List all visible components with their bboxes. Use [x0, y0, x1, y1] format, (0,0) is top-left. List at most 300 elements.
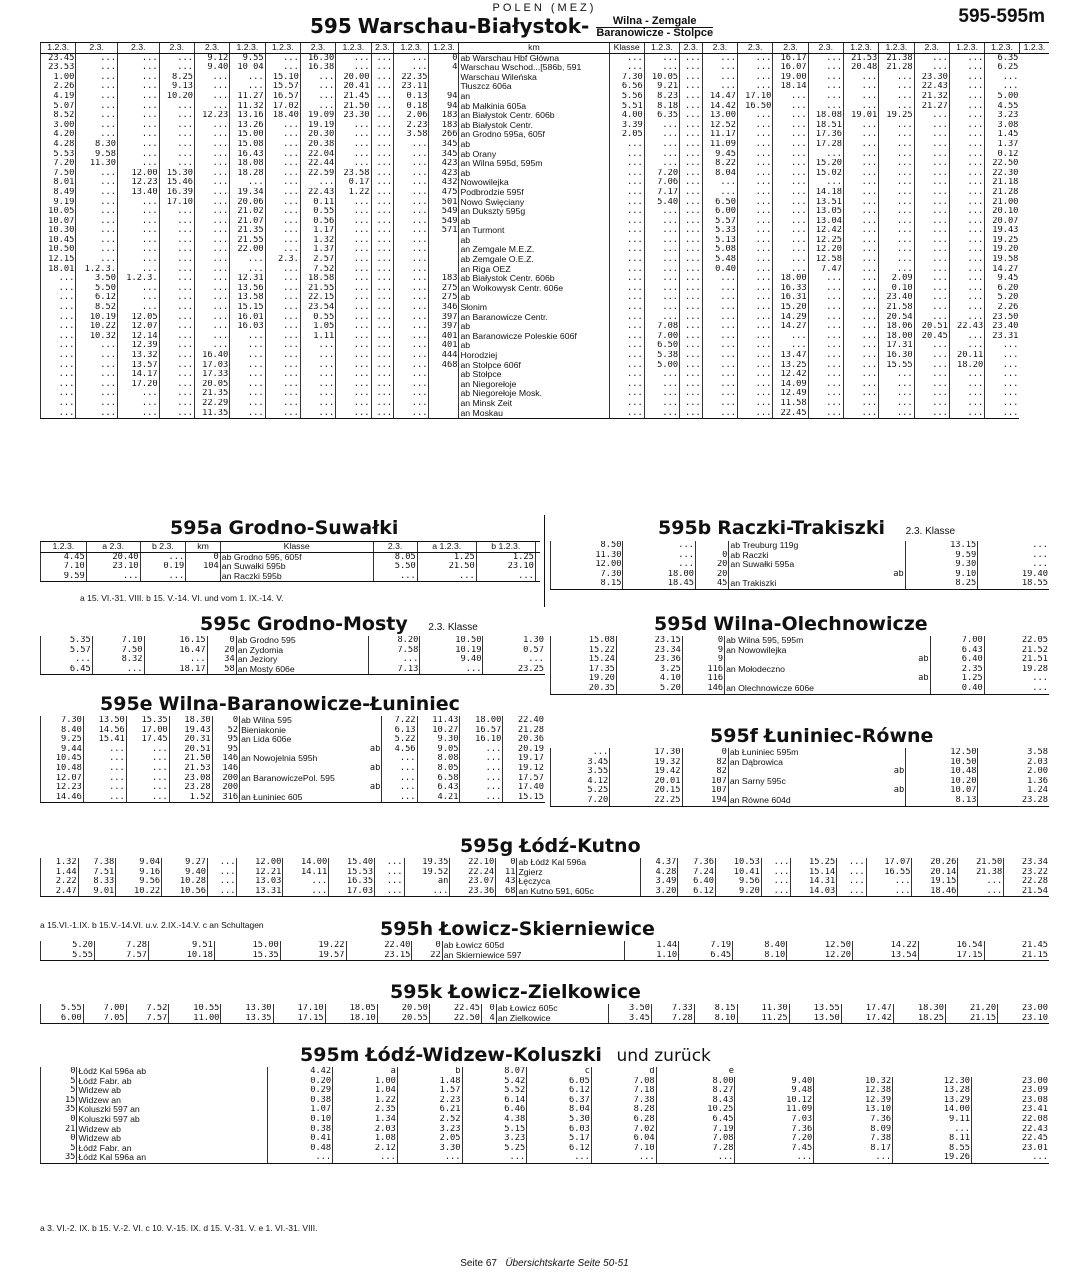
- table-cell: ...: [76, 53, 118, 63]
- table-cell: ...: [194, 140, 229, 150]
- table-cell: 0: [412, 941, 442, 951]
- table-cell: 14.47: [702, 92, 737, 102]
- table-cell: ...: [773, 188, 808, 198]
- table-cell: ...: [371, 361, 394, 371]
- table-cell: 6.35: [985, 53, 1020, 63]
- table-cell: 19.32: [610, 758, 682, 768]
- table-cell: 5.08: [702, 245, 737, 255]
- table-cell: ...: [808, 274, 843, 284]
- table-cell: ...: [914, 303, 949, 313]
- table-cell: 21.55: [230, 236, 265, 246]
- table-cell: ...: [738, 380, 773, 390]
- table-cell: 19.20: [551, 674, 617, 684]
- table-cell: ...: [985, 389, 1020, 399]
- table-cell: ...: [336, 245, 371, 255]
- table-cell: ...: [949, 73, 984, 83]
- table-cell: ...: [773, 111, 808, 121]
- table-cell: ...: [738, 63, 773, 73]
- table-cell: ...: [265, 63, 300, 73]
- table-cell: ...: [808, 82, 843, 92]
- page-number: Seite 67: [460, 1258, 497, 1269]
- table-cell: 20.05: [194, 380, 229, 390]
- table-cell: an Niegorełoje: [459, 380, 609, 390]
- table-cell: 7.36: [735, 1125, 814, 1135]
- table-cell: ...: [680, 63, 703, 73]
- table-cell: 22.28: [1004, 877, 1049, 887]
- table-cell: 6.45: [41, 665, 93, 675]
- table-cell: 346: [429, 303, 459, 313]
- table-cell: ...: [914, 63, 949, 73]
- table-cell: 23.31: [985, 332, 1020, 342]
- table-row: [41, 188, 1050, 198]
- table-cell: 9.21: [644, 82, 679, 92]
- table-cell: 16.10: [460, 735, 503, 745]
- table-cell: ...: [76, 178, 118, 188]
- table-cell: ...: [773, 198, 808, 208]
- table-cell: 2.12: [333, 1144, 398, 1154]
- table-cell: ...: [738, 226, 773, 236]
- table-cell: 444: [429, 351, 459, 361]
- table-cell: ...: [843, 313, 878, 323]
- table-cell: ...: [738, 322, 773, 332]
- table-cell: ...: [117, 255, 159, 265]
- table-cell: ...: [609, 178, 644, 188]
- table-cell: ...: [265, 226, 300, 236]
- table-cell: 16.57: [460, 726, 503, 736]
- table-cell: 9.45: [702, 150, 737, 160]
- table-cell: 10.32: [76, 332, 118, 342]
- table-cell: 21.28: [879, 63, 914, 73]
- table-cell: ...: [843, 207, 878, 217]
- table-cell: ...: [371, 111, 394, 121]
- table-cell: 0.18: [394, 102, 429, 112]
- table-cell: ...: [159, 409, 194, 419]
- table-cell: 12.00: [117, 169, 159, 179]
- table-row: [41, 877, 1050, 887]
- table-cell: ...: [949, 245, 984, 255]
- table-cell: ...: [76, 409, 118, 419]
- table-cell: ...: [265, 207, 300, 217]
- table-cell: ...: [336, 140, 371, 150]
- table-cell: ...: [194, 169, 229, 179]
- table-cell: 107: [682, 786, 728, 796]
- table-cell: 7.20: [41, 159, 76, 169]
- table-cell: 19.43: [169, 726, 212, 736]
- table-cell: ...: [265, 293, 300, 303]
- table-cell: ...: [949, 140, 984, 150]
- table-cell: 8.05: [373, 552, 417, 562]
- table-cell: 21.28: [985, 188, 1020, 198]
- table-cell: 23.28: [169, 783, 212, 793]
- branch-top: Wilna - Zemgale: [596, 16, 713, 28]
- table-cell: ...: [371, 102, 394, 112]
- table-cell: ...: [879, 236, 914, 246]
- table-cell: ...: [117, 399, 159, 409]
- table-cell: 6.45: [656, 1115, 735, 1125]
- table-cell: 8.43: [656, 1096, 735, 1106]
- table-cell: 18.45: [623, 579, 695, 589]
- table-cell: ...: [609, 265, 644, 275]
- table-cell: 17.07: [866, 858, 912, 868]
- table-cell: ...: [194, 217, 229, 227]
- table-cell: ...: [368, 655, 420, 665]
- table-cell: an Nowowilejka: [725, 646, 931, 656]
- table-cell: 7.08: [644, 322, 679, 332]
- section-595k-number: 595k: [390, 981, 443, 1003]
- table-cell: 82: [682, 758, 728, 768]
- table-cell: 21.32: [914, 92, 949, 102]
- table-cell: 17.47: [841, 1004, 893, 1014]
- table-cell: 22.35: [394, 73, 429, 83]
- table-cell: 8.25: [159, 73, 194, 83]
- table-cell: ...: [76, 188, 118, 198]
- table-cell: ...: [949, 159, 984, 169]
- table-cell: 19.12: [503, 764, 545, 774]
- table-cell: 12.52: [702, 121, 737, 131]
- table-cell: ...: [460, 793, 503, 803]
- table-cell: ...: [680, 332, 703, 342]
- table-cell: 8.28: [591, 1105, 656, 1115]
- table-cell: ...: [394, 303, 429, 313]
- table-cell: ...: [843, 361, 878, 371]
- table-cell: ...: [394, 361, 429, 371]
- section-595-name: Warschau-Białystok-: [357, 14, 590, 38]
- table-cell: ...: [336, 380, 371, 390]
- table-cell: ...: [230, 341, 265, 351]
- table-row: [41, 1004, 1050, 1014]
- table-cell: ...: [644, 389, 679, 399]
- table-cell: 11.00: [169, 1014, 221, 1024]
- column-header: 1.2.3.: [949, 43, 984, 54]
- column-header: 2.3.: [76, 43, 118, 54]
- table-cell: [535, 572, 540, 582]
- table-cell: 7.36: [678, 858, 716, 868]
- table-cell: 23.30: [914, 73, 949, 83]
- table-cell: ...: [914, 284, 949, 294]
- table-row: [41, 774, 546, 784]
- table-cell: 21.50: [336, 102, 371, 112]
- table-cell: 23.00: [998, 1004, 1049, 1014]
- table-cell: ...: [194, 313, 229, 323]
- table-cell: 7.38: [591, 1096, 656, 1106]
- column-header: a 1.2.3.: [417, 542, 476, 553]
- table-cell: ...: [609, 53, 644, 63]
- table-cell: 9.16: [116, 868, 162, 878]
- table-row: [41, 754, 546, 764]
- table-cell: ...: [394, 265, 429, 275]
- table-cell: 9.59: [905, 551, 977, 561]
- table-cell: 6.25: [985, 63, 1020, 73]
- table-cell: 13.03: [237, 877, 283, 887]
- table-cell: ...: [680, 284, 703, 294]
- table-cell: 21.45: [984, 941, 1049, 951]
- table-cell: ...: [159, 226, 194, 236]
- table-cell: an Łuniniec 605: [240, 793, 382, 803]
- table-cell: ...: [808, 399, 843, 409]
- table-cell: 0.48: [268, 1144, 333, 1154]
- section-595m: [40, 1043, 1049, 1253]
- table-cell: ...: [914, 188, 949, 198]
- table-cell: ...: [76, 361, 118, 371]
- section-595-number: 595: [310, 14, 352, 38]
- table-cell: 13.50: [83, 716, 126, 726]
- table-cell: ...: [985, 409, 1020, 419]
- column-header: 1.2.3.: [985, 43, 1020, 54]
- table-cell: ...: [76, 63, 118, 73]
- table-cell: ...: [76, 341, 118, 351]
- table-cell: 11: [496, 868, 517, 878]
- header-row: [41, 43, 1050, 54]
- table-cell: ...: [336, 63, 371, 73]
- column-header: [535, 542, 540, 553]
- table-cell: ...: [843, 265, 878, 275]
- table-cell: 15.40: [329, 858, 375, 868]
- table-cell: 5.00: [985, 92, 1020, 102]
- table-cell: ...: [371, 198, 394, 208]
- table-cell: ...: [843, 389, 878, 399]
- table-cell: 3.58: [394, 130, 429, 140]
- table-cell: ...: [609, 409, 644, 419]
- table-cell: 2.05: [609, 130, 644, 140]
- table-cell: ...: [375, 877, 404, 887]
- table-cell: ...: [949, 274, 984, 284]
- table-cell: 4.28: [41, 140, 76, 150]
- table-cell: 21: [41, 1125, 77, 1135]
- table-cell: 15.35: [214, 951, 280, 961]
- section-595g-number: 595g: [460, 835, 514, 857]
- table-cell: ...: [194, 82, 229, 92]
- table-cell: ...: [394, 140, 429, 150]
- table-cell: ...: [644, 274, 679, 284]
- table-cell: 9.56: [116, 877, 162, 887]
- table-cell: ab Łowicz 605c: [496, 1004, 608, 1014]
- table-cell: ...: [194, 130, 229, 140]
- table-cell: ...: [680, 389, 703, 399]
- table-cell: ...: [394, 198, 429, 208]
- table-cell: ...: [879, 102, 914, 112]
- table-cell: 18.17: [144, 665, 207, 675]
- table-cell: 6.12: [527, 1086, 592, 1096]
- table-cell: ...: [371, 399, 394, 409]
- table-cell: 1.45: [985, 130, 1020, 140]
- table-cell: ...: [460, 754, 503, 764]
- table-cell: 10.27: [417, 726, 460, 736]
- table-cell: 21.52: [984, 646, 1049, 656]
- table-cell: 12.07: [117, 322, 159, 332]
- table-cell: 20.41: [336, 82, 371, 92]
- table-cell: 0.11: [300, 198, 335, 208]
- table-cell: Warschau Wileńska: [459, 73, 609, 83]
- table-cell: 15.57: [265, 82, 300, 92]
- table-cell: ...: [843, 188, 878, 198]
- table-cell: ...: [394, 332, 429, 342]
- table-cell: ...: [336, 370, 371, 380]
- table-cell: 20.31: [169, 735, 212, 745]
- table-cell: 1.36: [978, 777, 1049, 787]
- table-cell: 10.55: [169, 1004, 221, 1014]
- table-cell: [429, 399, 459, 409]
- table-cell: ...: [394, 380, 429, 390]
- section-595c-klasse: 2.3. Klasse: [428, 622, 478, 633]
- table-cell: ...: [914, 150, 949, 160]
- table-cell: 16.33: [773, 284, 808, 294]
- table-cell: ...: [680, 150, 703, 160]
- table-cell: 146: [682, 684, 724, 694]
- table-cell: ...: [159, 274, 194, 284]
- table-cell: e: [656, 1067, 735, 1077]
- table-cell: 10.41: [716, 868, 762, 878]
- table-cell: ...: [265, 265, 300, 275]
- table-cell: ...: [958, 877, 1004, 887]
- table-cell: ab Białystok Centr.: [459, 121, 609, 131]
- table-cell: ...: [680, 121, 703, 131]
- table-cell: 18.00: [460, 716, 503, 726]
- table-cell: ...: [949, 226, 984, 236]
- table-cell: 1.25: [417, 552, 476, 562]
- table-cell: ...: [394, 370, 429, 380]
- section-595c: [40, 612, 545, 692]
- table-cell: ab: [240, 745, 382, 755]
- table-cell: 9.40: [420, 655, 483, 665]
- table-cell: ...: [117, 73, 159, 83]
- table-cell: an Mołodeczno: [725, 665, 931, 675]
- table-cell: 34: [207, 655, 236, 665]
- table-cell: 13.40: [117, 188, 159, 198]
- timetable-595: [40, 42, 1049, 419]
- table-cell: 14.11: [283, 868, 329, 878]
- table-cell: 3.50: [76, 274, 118, 284]
- table-cell: ...: [644, 140, 679, 150]
- table-cell: ...: [843, 236, 878, 246]
- table-cell: 16.40: [194, 351, 229, 361]
- table-cell: 13.30: [221, 1004, 273, 1014]
- table-row: [41, 341, 1050, 351]
- table-cell: 58: [207, 665, 236, 675]
- table-cell: ab Zemgale O.E.Z.: [459, 255, 609, 265]
- table-cell: ...: [808, 92, 843, 102]
- table-cell: 9.30: [905, 560, 977, 570]
- table-cell: ...: [126, 745, 169, 755]
- table-cell: ...: [76, 226, 118, 236]
- table-cell: ...: [680, 245, 703, 255]
- table-cell: 8.25: [905, 579, 977, 589]
- section-595: [40, 10, 1049, 505]
- table-cell: 8.18: [644, 102, 679, 112]
- table-cell: ...: [644, 303, 679, 313]
- table-cell: ...: [336, 150, 371, 160]
- table-cell: ...: [336, 341, 371, 351]
- table-row: [41, 399, 1050, 409]
- section-595m-name: Łódź-Widzew-Koluszki: [365, 1044, 602, 1066]
- table-cell: ...: [117, 217, 159, 227]
- table-cell: 5.35: [41, 636, 93, 646]
- table-cell: 23.50: [985, 313, 1020, 323]
- table-cell: 23.15: [346, 951, 412, 961]
- table-cell: ...: [76, 121, 118, 131]
- table-row: [551, 674, 1050, 684]
- table-cell: 17.35: [551, 665, 617, 675]
- column-header: Klasse: [609, 43, 644, 54]
- table-cell: ...: [843, 169, 878, 179]
- table-cell: 22.44: [300, 159, 335, 169]
- table-cell: ...: [773, 121, 808, 131]
- column-header: 2.3.: [194, 43, 229, 54]
- table-cell: 8.08: [417, 754, 460, 764]
- table-cell: 20.30: [300, 130, 335, 140]
- column-header: 1.2.3.: [265, 43, 300, 54]
- table-cell: 5.55: [41, 951, 95, 961]
- table-cell: 22.04: [300, 150, 335, 160]
- table-cell: ...: [680, 361, 703, 371]
- table-cell: ...: [300, 409, 335, 419]
- table-cell: ...: [300, 389, 335, 399]
- table-cell: 12.39: [814, 1096, 893, 1106]
- table-cell: 12.30: [893, 1077, 972, 1087]
- table-cell: 5.13: [702, 236, 737, 246]
- table-cell: ...: [394, 389, 429, 399]
- table-cell: 2.57: [300, 255, 335, 265]
- table-cell: ...: [76, 351, 118, 361]
- table-cell: 14.00: [283, 858, 329, 868]
- table-row: [41, 1096, 1050, 1106]
- table-row: [41, 178, 1050, 188]
- table-cell: 275: [429, 284, 459, 294]
- table-cell: ...: [949, 207, 984, 217]
- table-cell: 16.30: [879, 351, 914, 361]
- table-cell: ...: [194, 265, 229, 275]
- table-row: [41, 941, 1050, 951]
- table-cell: 20.10: [985, 207, 1020, 217]
- table-cell: 13.00: [702, 111, 737, 121]
- table-cell: 8.00: [656, 1077, 735, 1087]
- timetable-595h: [40, 941, 1049, 961]
- table-cell: ...: [265, 198, 300, 208]
- table-cell: ...: [914, 207, 949, 217]
- table-cell: 5.56: [609, 92, 644, 102]
- table-cell: 1.30: [483, 636, 545, 646]
- table-cell: ...: [914, 399, 949, 409]
- table-cell: ...: [914, 255, 949, 265]
- table-row: [41, 745, 546, 755]
- table-cell: 23.36: [616, 655, 682, 665]
- table-cell: 17.03: [329, 887, 375, 897]
- table-cell: ...: [159, 351, 194, 361]
- table-cell: an BaranowiczePol. 595: [240, 774, 382, 784]
- column-header: 2.3.: [117, 43, 159, 54]
- table-cell: 16.17: [773, 53, 808, 63]
- table-cell: ...: [159, 370, 194, 380]
- table-cell: ...: [680, 313, 703, 323]
- table-cell: 23.25: [483, 665, 545, 675]
- table-cell: ...: [394, 63, 429, 73]
- table-cell: 15.35: [126, 716, 169, 726]
- table-cell: ...: [843, 332, 878, 342]
- table-cell: 1.05: [300, 322, 335, 332]
- table-cell: ...: [41, 399, 76, 409]
- table-cell: 23.40: [879, 293, 914, 303]
- table-cell: ...: [949, 284, 984, 294]
- table-cell: ...: [394, 236, 429, 246]
- table-cell: 20.51: [169, 745, 212, 755]
- table-cell: 4.19: [41, 92, 76, 102]
- table-cell: ...: [194, 198, 229, 208]
- table-cell: ...: [879, 150, 914, 160]
- table-cell: 3.49: [640, 877, 678, 887]
- table-cell: ...: [76, 389, 118, 399]
- table-cell: 17.02: [265, 102, 300, 112]
- table-cell: 20.54: [879, 313, 914, 323]
- table-cell: ...: [879, 73, 914, 83]
